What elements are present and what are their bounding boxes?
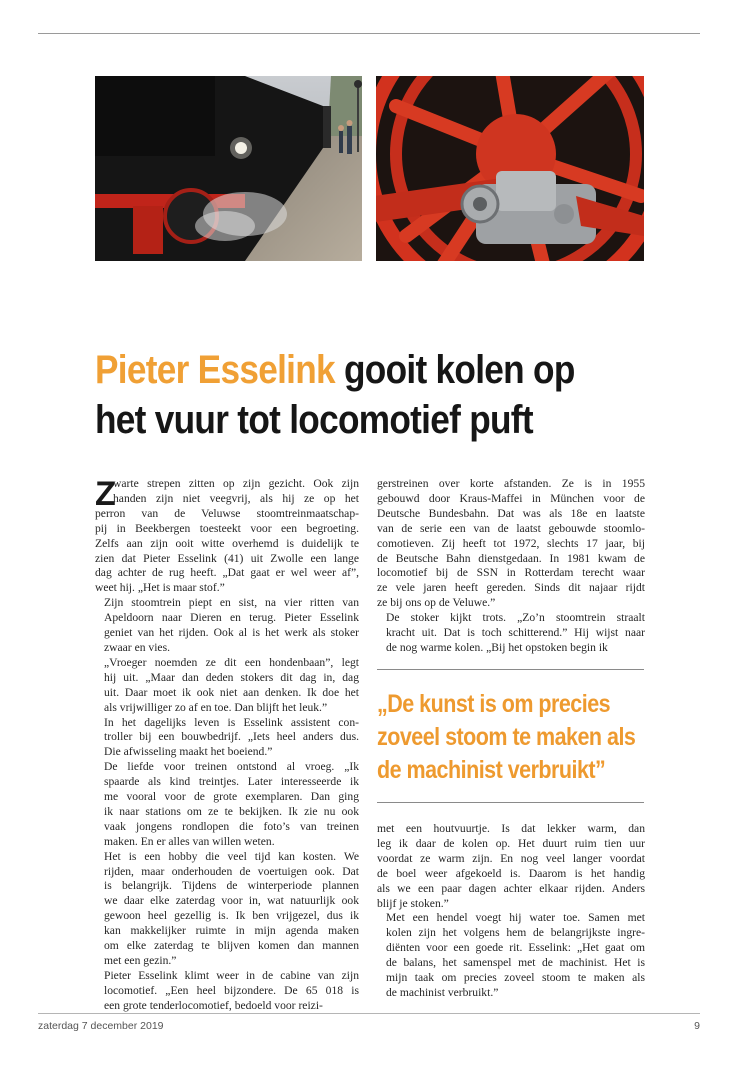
text-line: De liefde voor treinen ontstond al vroeg. „Ik bbox=[104, 760, 359, 774]
paragraph bbox=[95, 716, 359, 761]
text-line: kan makkelijker ruimte in mijn agenda maken bbox=[104, 924, 359, 938]
headline bbox=[95, 345, 623, 445]
paragraph bbox=[377, 822, 645, 911]
text-line: gebouwd door Kraus-Maffei in München voor de bbox=[377, 491, 645, 505]
text-line: Die afwisseling maakt het boeiend.” bbox=[104, 745, 273, 759]
text-line: de balans, het samenspel met de machinist. Het is bbox=[386, 956, 645, 970]
text-line: De stoker kijkt trots. „Zo’n stoomtrein straalt bbox=[386, 611, 645, 625]
text-line: om elke zaterdag te blijven komen dan mannen bbox=[104, 939, 359, 953]
text-line: de nog warme kolen. „Bij het opstoken begin ik bbox=[386, 640, 608, 654]
page-number: 9 bbox=[694, 1020, 700, 1032]
text-line: zwaar en vies. bbox=[104, 640, 170, 654]
footer-date: zaterdag 7 december 2019 bbox=[38, 1020, 164, 1032]
text-line: perron van de Veluwse stoomtreinmaatschap- bbox=[95, 506, 359, 520]
text-line: is belangrijk. Tijdens de winterperiode plannen bbox=[104, 879, 359, 893]
text-line: maken. En er alles van willen weten. bbox=[104, 834, 275, 848]
text-line: pij in Beekbergen toesteekt voor een begroeting. bbox=[95, 521, 359, 535]
text-line: leg ik daar de kolen op. Het duurt ruim tien uur bbox=[377, 836, 645, 850]
locomotive-wheel-photo bbox=[376, 76, 644, 261]
text-line: de machinist verbruikt.” bbox=[386, 985, 499, 999]
text-line: Met een hendel voegt hij water toe. Samen met bbox=[386, 911, 645, 925]
text-line: blijf je stoken.” bbox=[377, 896, 449, 910]
text-line: In het dagelijks leven is Esselink assistent con- bbox=[104, 715, 359, 729]
text-line: Zijn stoomtrein piept en sist, na vier ritten van bbox=[104, 596, 359, 610]
text-line: comotieven. Zij heeft tot 1972, slechts 17 jaar, bij bbox=[377, 536, 645, 550]
text-line: met een houtvuurtje. Is dat lekker warm, dan bbox=[377, 822, 645, 835]
paragraph bbox=[95, 760, 359, 849]
text-line: gerstreinen over korte afstanden. Ze is in 1955 bbox=[377, 477, 645, 490]
pullquote bbox=[377, 688, 635, 787]
paragraph bbox=[377, 911, 645, 1000]
text-line: als we een paar dagen achter elkaar rijden. Anders bbox=[377, 881, 645, 895]
text-line: de Beutsche Bahn dienstgedaan. In 1981 kwam de bbox=[377, 551, 645, 565]
text-line: warte strepen zitten op zijn gezicht. Ook zijn bbox=[113, 477, 359, 490]
text-line: kolen zijn het volgens hem de belangrijkste ingre- bbox=[386, 926, 645, 940]
text-line: me vooral voor de grote exemplaren. Dan ging bbox=[104, 790, 359, 804]
paragraph bbox=[377, 611, 645, 656]
text-line: weet hij. „Het is maar stof.” bbox=[95, 581, 225, 595]
text-line: hij uit. „Maar dan deden stokers dit dag in, dag bbox=[104, 670, 359, 684]
text-line: locomotief. „Een heel bijzondere. De 65 018 is bbox=[104, 983, 359, 997]
text-line: gewoon heel gezellig is. Ik ben vrijgezel, dus ik bbox=[104, 909, 359, 923]
text-line: troller bij een bouwbedrijf. „Iets heel anders dus. bbox=[104, 730, 359, 744]
text-line: Pieter Esselink klimt weer in de cabine van zijn bbox=[104, 968, 359, 982]
pullquote-top-rule bbox=[377, 669, 644, 670]
text-line: vaak jongens rondlopen die foto’s van treinen bbox=[104, 819, 359, 833]
pullquote-line: „De kunst is om precies bbox=[377, 690, 611, 718]
text-line: als vrijwilliger zo af en toe. Dan blijft het leuk.” bbox=[104, 700, 328, 714]
text-line: ze vele jaren heeft gereden. Sinds dit najaar rijdt bbox=[377, 581, 645, 595]
text-line: Apeldoorn naar Dieren en terug. Pieter Esselink bbox=[104, 611, 359, 625]
text-line: rijden, maar onderhouden de voertuigen ook. Dat bbox=[104, 864, 359, 878]
paragraph bbox=[95, 656, 359, 716]
text-line: „Vroeger noemden ze dit een hondenbaan”, legt bbox=[104, 655, 359, 669]
paragraph bbox=[95, 850, 359, 969]
text-line: spaarde als kind treintjes. Later interesseerde ik bbox=[104, 775, 359, 789]
text-line: met een gezin.” bbox=[104, 954, 177, 967]
article-column-2 bbox=[377, 477, 645, 656]
pullquote-bottom-rule bbox=[377, 802, 644, 803]
headline-line1-rest: gooit kolen op bbox=[334, 348, 575, 392]
bottom-rule bbox=[38, 1013, 700, 1014]
text-line: een grote tenderlocomotief, bedoeld voor reizi- bbox=[104, 998, 323, 1012]
dropcap: Z bbox=[95, 475, 116, 513]
text-line: uit. Daar moet ik ook niet aan denken. Ik doe het bbox=[104, 685, 359, 699]
text-line: ik naar stations om ze te bekijken. Ik zie nu ook bbox=[104, 804, 359, 818]
pullquote-line: zoveel stoom te maken als bbox=[377, 723, 636, 751]
text-line: Deutsche Bundesbahn. Dat was als 18e en laatste bbox=[377, 506, 645, 520]
text-line: dag achter de rug heeft. „Dat gaat er wel weer af”, bbox=[95, 566, 359, 580]
text-line: Zelfs aan zijn ooit witte overhemd is duidelijk te bbox=[95, 536, 359, 550]
text-line: handen zijn niet veegvrij, als hij ze op het bbox=[113, 491, 359, 505]
top-rule bbox=[38, 33, 700, 34]
paragraph bbox=[377, 477, 645, 611]
text-line: van de serie een van de laatst gebouwde stoomlo- bbox=[377, 521, 645, 535]
text-line: Het is een hobby die veel tijd kan kosten. We bbox=[104, 849, 359, 863]
text-line: locomotief bij de SSN in Rotterdam terecht waar bbox=[377, 566, 645, 580]
text-line: voordat ze warm zijn. En nog veel langer voordat bbox=[377, 851, 645, 865]
text-line: de boel weer afgekoeld is. Daarom is het handig bbox=[377, 866, 645, 880]
headline-name: Pieter Esselink bbox=[95, 348, 335, 392]
text-line: mijn taak om precies zoveel stoom te maken als bbox=[386, 971, 645, 985]
paragraph bbox=[95, 477, 359, 596]
text-line: kracht uit. Dat is toch schitterend.” Hij wijst naar bbox=[386, 626, 645, 640]
text-line: geniet van het rijden. Ook al is het werk als stoker bbox=[104, 626, 359, 640]
locomotive-platform-photo bbox=[95, 76, 362, 261]
text-line: ze bij ons op de Veluwe.” bbox=[377, 596, 496, 610]
headline-line2: het vuur tot locomotief puft bbox=[95, 398, 533, 442]
article-column-1 bbox=[95, 477, 359, 1014]
text-line: zien dat Pieter Esselink (41) uit Zwolle een lange bbox=[95, 551, 359, 565]
text-line: we daar elke zaterdag voor in, wat natuurlijk ook bbox=[104, 894, 359, 908]
paragraph bbox=[95, 969, 359, 1014]
article-column-3 bbox=[377, 822, 645, 1001]
pullquote-line: de machinist verbruikt” bbox=[377, 756, 606, 784]
paragraph bbox=[95, 596, 359, 656]
text-line: diënten voor een goede rit. Esselink: „Het gaat om bbox=[386, 941, 645, 955]
